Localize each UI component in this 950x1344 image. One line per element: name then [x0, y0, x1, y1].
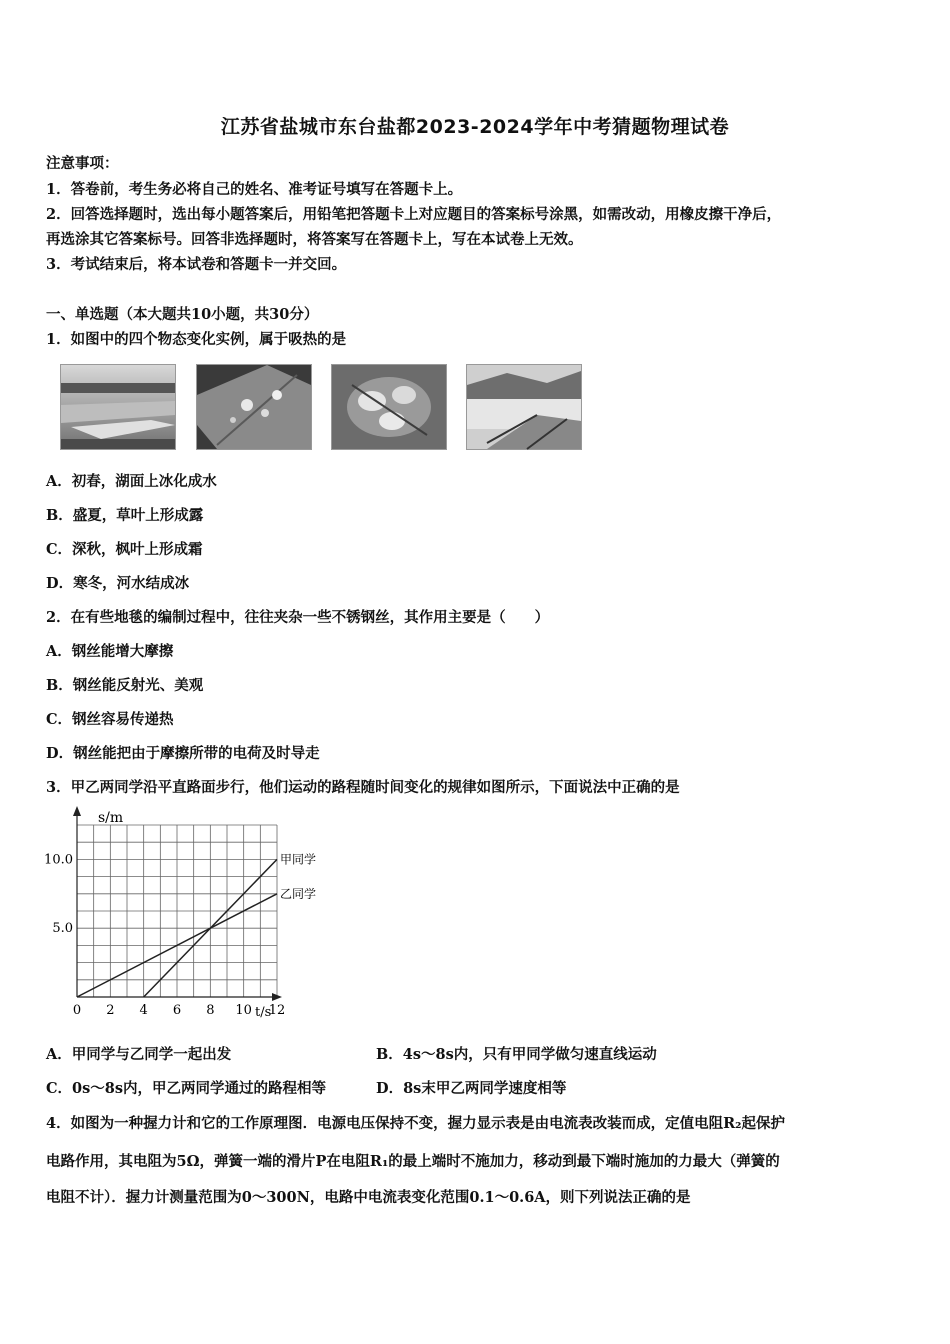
q4-stem-line-3: 电阻不计）．握力计测量范围为0～300N，电路中电流表变化范围0.1～0.6A，则下列说法正确的是: [46, 1189, 691, 1206]
q2-option-d[interactable]: D．钢丝能把由于摩擦所带的电荷及时导走: [46, 745, 320, 762]
x-axis-label: t/s: [255, 1005, 272, 1020]
q1-option-a[interactable]: A．初春，湖面上冰化成水: [46, 473, 217, 490]
q2-option-a[interactable]: A．钢丝能增大摩擦: [46, 643, 174, 660]
q1-option-d[interactable]: D．寒冬，河水结成冰: [46, 575, 190, 592]
q1-option-b[interactable]: B．盛夏，草叶上形成露: [46, 507, 204, 524]
notice-item-2-cont: 再选涂其它答案标号。回答非选择题时，将答案写在答题卡上，写在本试卷上无效。: [46, 231, 583, 248]
q3-option-c[interactable]: C．0s～8s内，甲乙两同学通过的路程相等: [46, 1080, 327, 1097]
photo-frost-on-leaf: [331, 364, 447, 450]
q3-option-b[interactable]: B．4s～8s内，只有甲同学做匀速直线运动: [376, 1046, 657, 1063]
q1-stem: 1．如图中的四个物态变化实例，属于吸热的是: [46, 331, 347, 348]
notice-heading: 注意事项：: [46, 155, 119, 172]
q2-option-b[interactable]: B．钢丝能反射光、美观: [46, 677, 204, 694]
x-tick-label: 4: [139, 1003, 148, 1018]
x-tick-label: 10: [235, 1003, 252, 1018]
notice-item-1: 1．答卷前，考生务必将自己的姓名、准考证号填写在答题卡上。: [46, 181, 463, 198]
q3-st-chart: [36, 800, 317, 1030]
q3-stem: 3．甲乙两同学沿平直路面步行，他们运动的路程随时间变化的规律如图所示，下面说法中正确的是: [46, 779, 680, 796]
x-tick-label: 0: [72, 1003, 82, 1018]
page-title: 江苏省盐城市东台盐都2023-2024学年中考猜题物理试卷: [220, 116, 730, 138]
series-label-2: 乙同学: [280, 886, 317, 901]
series-label-1: 甲同学: [280, 852, 317, 867]
chart-grid: [77, 825, 277, 997]
x-tick-label: 8: [206, 1003, 215, 1018]
photo-frozen-river: [466, 364, 582, 450]
notice-item-2: 2．回答选择题时，选出每小题答案后，用铅笔把答题卡上对应题目的答案标号涂黑，如需改动，用橡皮擦干净后，: [46, 206, 782, 223]
q2-option-c[interactable]: C．钢丝容易传递热: [46, 711, 174, 728]
notice-item-3: 3．考试结束后，将本试卷和答题卡一并交回。: [46, 256, 347, 273]
photo-dew-on-leaf: [196, 364, 312, 450]
y-tick-label: 5.0: [52, 921, 73, 937]
x-tick-label: 12: [268, 1003, 286, 1018]
q4-stem-line-2: 电路作用，其电阻为5Ω，弹簧一端的滑片P在电阻R₁的最上端时不施加力，移动到最下端时施加的力最大（弹簧的: [46, 1153, 780, 1170]
section-heading: 一、单选题（本大题共10小题，共30分）: [46, 306, 319, 323]
y-axis-arrow: [73, 806, 81, 816]
q3-option-a[interactable]: A．甲同学与乙同学一起出发: [46, 1046, 232, 1063]
y-axis-label: s/m: [98, 810, 124, 826]
y-tick-label: 10.0: [44, 852, 73, 868]
q2-stem: 2．在有些地毯的编制过程中，往往夹杂一些不锈钢丝，其作用主要是（ ）: [46, 609, 550, 626]
q1-option-c[interactable]: C．深秋，枫叶上形成霜: [46, 541, 203, 558]
photo-ice-melting: [60, 364, 176, 450]
x-tick-label: 6: [172, 1003, 182, 1018]
q4-stem-line-1: 4．如图为一种握力计和它的工作原理图．电源电压保持不变，握力显示表是由电流表改装而成，定值电阻R₂起保护: [46, 1115, 785, 1132]
q3-option-d[interactable]: D．8s末甲乙两同学速度相等: [376, 1080, 567, 1097]
chart-axes: [73, 806, 282, 1001]
x-tick-label: 2: [106, 1003, 115, 1018]
